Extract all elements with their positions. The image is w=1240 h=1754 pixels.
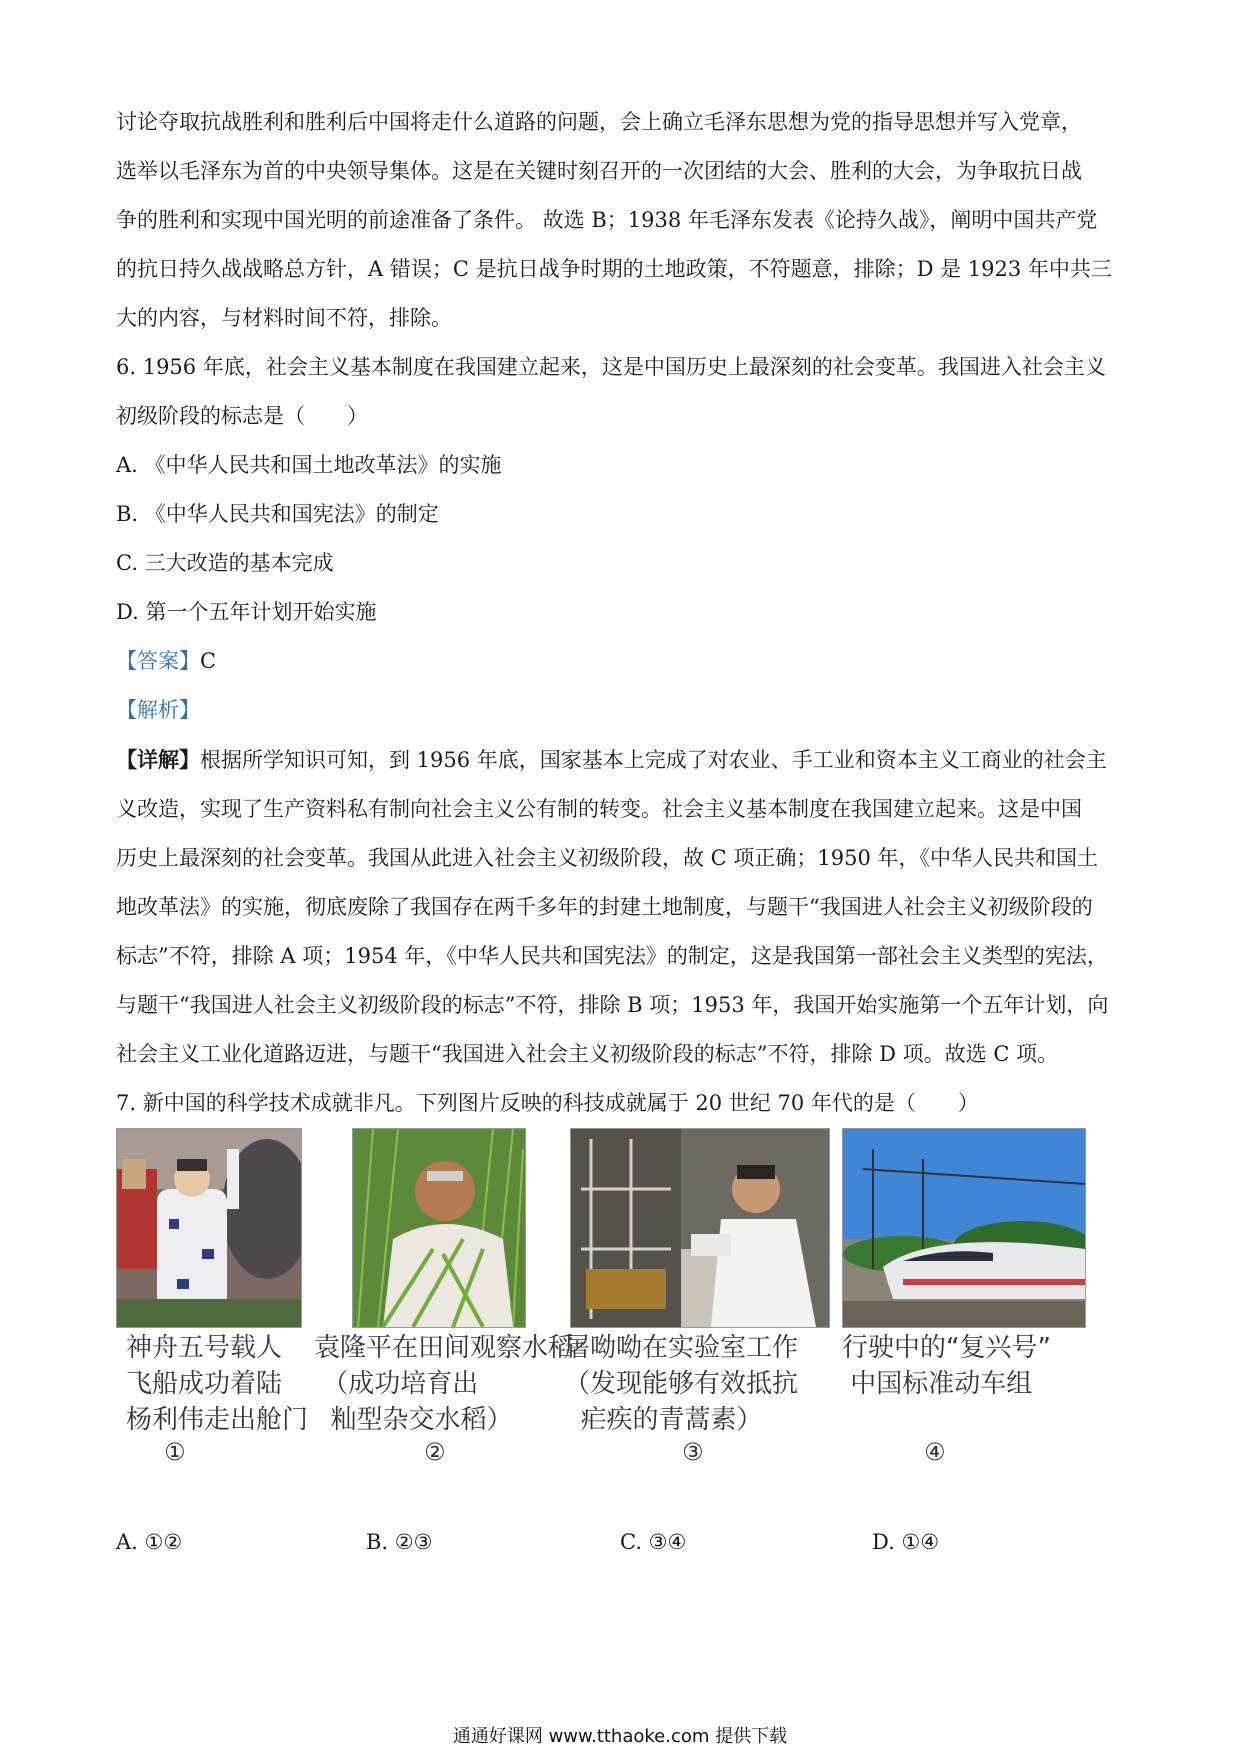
detail-label: 【详解】	[116, 747, 200, 772]
q6-option-c: C. 三大改造的基本完成	[116, 551, 334, 575]
prev-line-2: 选举以毛泽东为首的中央领导集体。这是在关键时刻召开的一次团结的大会、胜利的大会，为争取抗日战	[116, 159, 1082, 183]
page-content	[116, 98, 1136, 1128]
astronaut-photo	[116, 1128, 302, 1328]
prev-line-5: 大的内容，与材料时间不符，排除。	[116, 306, 452, 330]
q6-stem-line-1: 6. 1956 年底，社会主义基本制度在我国建立起来，这是中国历史上最深刻的社会变革。我国进入社会主义	[116, 355, 1106, 379]
q7-option-b: B. ②③	[366, 1530, 433, 1554]
fuxing-train-photo	[842, 1128, 1086, 1328]
q6-detail-line-7: 社会主义工业化道路迈进，与题干“我国进入社会主义初级阶段的标志”不符，排除 D 项。故选 C 项。	[116, 1042, 1059, 1066]
figure-3-caption: 屠呦呦在实验室工作 （发现能够有效抵抗 疟疾的青蒿素）	[564, 1333, 799, 1435]
q6-option-d: D. 第一个五年计划开始实施	[116, 600, 377, 624]
q6-answer-line	[116, 637, 1136, 686]
figure-1-number: ①	[164, 1438, 186, 1466]
figure-1-caption: 神舟五号载人 飞船成功着陆 杨利伟走出舱门	[126, 1333, 309, 1435]
rice-field-photo	[352, 1128, 526, 1328]
q6-option-a: A. 《中华人民共和国土地改革法》的实施	[116, 453, 502, 477]
q6-stem-line-2: 初级阶段的标志是（ ）	[116, 404, 368, 428]
answer-label: 【答案】	[116, 649, 200, 673]
figure-3-number: ③	[682, 1438, 704, 1466]
q7-option-d: D. ①④	[872, 1530, 940, 1554]
figure-4-caption: 行驶中的“复兴号” 中国标准动车组	[842, 1333, 1051, 1399]
q7-option-a: A. ①②	[116, 1530, 183, 1554]
page-footer: 通通好课网 www.tthaoke.com 提供下载	[452, 1726, 788, 1747]
q7-option-c: C. ③④	[620, 1530, 687, 1554]
q6-detail-line-2: 义改造，实现了生产资料私有制向社会主义公有制的转变。社会主义基本制度在我国建立起来。这是中国	[116, 797, 1082, 821]
prev-line-3: 争的胜利和实现中国光明的前途准备了条件。 故选 B；1938 年毛泽东发表《论持久战》，阐明中国共产党	[116, 208, 1098, 232]
analysis-label: 【解析】	[116, 698, 200, 722]
figure-2-number: ②	[424, 1438, 446, 1466]
answer-value: C	[200, 649, 217, 673]
prev-line-4: 的抗日持久战战略总方针，A 错误；C 是抗日战争时期的土地政策，不符题意，排除；D 是 1923 年中共三	[116, 257, 1112, 281]
q6-detail-line-4: 地改革法》的实施，彻底废除了我国存在两千多年的封建土地制度，与题干“我国进人社会主义初级阶段的	[116, 895, 1093, 919]
q6-detail-line-6: 与题干“我国进人社会主义初级阶段的标志”不符，排除 B 项；1953 年，我国开始实施第一个五年计划，向	[116, 993, 1109, 1017]
q6-detail-line-1: 【详解】根据所学知识可知，到 1956 年底，国家基本上完成了对农业、手工业和资本主义工商业的社会主	[116, 747, 1107, 772]
q6-detail-line-3: 历史上最深刻的社会变革。我国从此进入社会主义初级阶段，故 C 项正确；1950 年，《中华人民共和国土	[116, 846, 1099, 870]
q6-analysis-line	[116, 686, 1136, 735]
figure-2-caption: 袁隆平在田间观察水稻 （成功培育出 籼型杂交水稻）	[314, 1333, 575, 1435]
q6-option-b: B. 《中华人民共和国宪法》的制定	[116, 502, 439, 526]
q7-stem: 7. 新中国的科学技术成就非凡。下列图片反映的科技成就属于 20 世纪 70 年代的是（ ）	[116, 1091, 979, 1115]
figure-4-number: ④	[924, 1438, 946, 1466]
q6-detail-line-5: 标志”不符，排除 A 项；1954 年，《中华人民共和国宪法》的制定，这是我国第一部社会主义类型的宪法，	[116, 944, 1108, 968]
laboratory-photo	[570, 1128, 830, 1328]
prev-line-1: 讨论夺取抗战胜利和胜利后中国将走什么道路的问题，会上确立毛泽东思想为党的指导思想并写入党章，	[116, 110, 1082, 134]
q7-figure	[116, 1128, 1116, 1468]
